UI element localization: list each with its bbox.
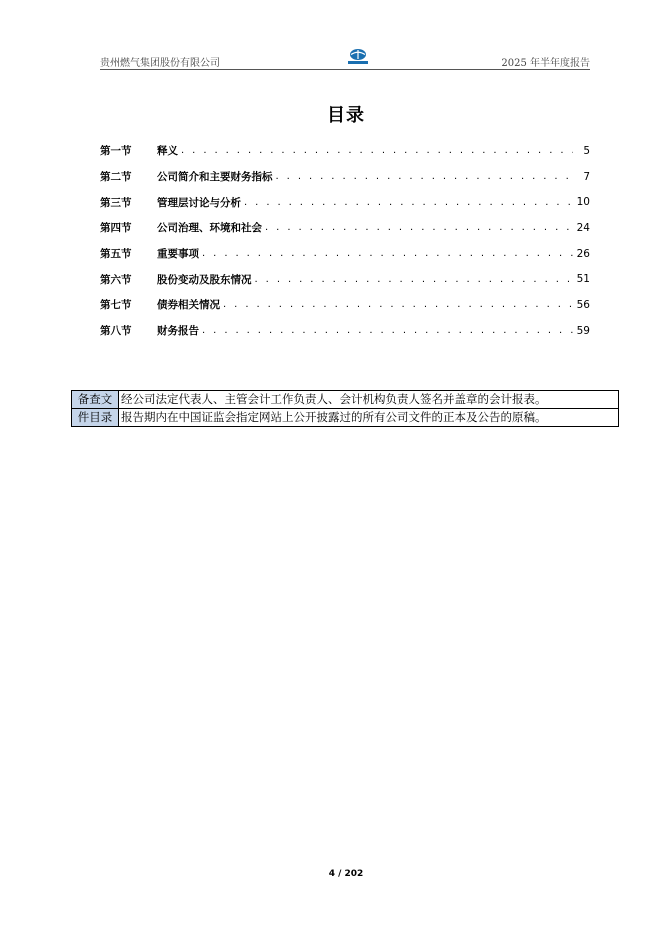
toc-entry[interactable] <box>100 164 590 190</box>
toc-section-name: 释义 <box>157 145 178 158</box>
toc-dot-leader <box>202 248 573 259</box>
header-report-title: 2025 年半年度报告 <box>501 58 590 69</box>
toc-page-number: 59 <box>576 324 590 337</box>
toc-section-number: 第二节 <box>100 171 132 184</box>
reference-label-line2: 件目录 <box>72 409 119 427</box>
page-number: 4 / 202 <box>328 869 364 879</box>
reference-label-line1: 备查文 <box>72 391 119 409</box>
page-header <box>100 50 590 70</box>
toc-dot-leader <box>276 171 574 182</box>
toc-section-name: 公司简介和主要财务指标 <box>157 171 273 184</box>
toc-title: 目录 <box>327 105 365 126</box>
toc-page-number: 56 <box>576 298 590 311</box>
toc-section-name: 财务报告 <box>157 325 199 338</box>
toc-section-name: 重要事项 <box>157 248 199 261</box>
toc-section-number: 第六节 <box>100 273 132 286</box>
table-of-contents <box>100 138 590 344</box>
toc-entry[interactable] <box>100 292 590 318</box>
toc-section-number: 第一节 <box>100 145 132 158</box>
toc-section-name: 股份变动及股东情况 <box>157 273 252 286</box>
toc-section-name: 债券相关情况 <box>157 299 220 312</box>
toc-dot-leader <box>202 325 573 336</box>
toc-page-number: 26 <box>576 247 590 260</box>
toc-page-number: 24 <box>576 221 590 234</box>
toc-section-number: 第七节 <box>100 299 132 312</box>
toc-dot-leader <box>244 197 573 208</box>
toc-page-number: 7 <box>583 170 590 183</box>
toc-dot-leader <box>223 299 573 310</box>
header-company-name: 贵州燃气集团股份有限公司 <box>100 58 220 69</box>
toc-entry[interactable] <box>100 318 590 344</box>
toc-section-name: 管理层讨论与分析 <box>157 196 241 209</box>
toc-section-number: 第八节 <box>100 325 132 338</box>
toc-dot-leader <box>255 274 574 285</box>
reference-documents-table <box>71 390 619 427</box>
toc-dot-leader <box>181 145 573 156</box>
gas-company-logo-icon <box>346 48 370 66</box>
table-row <box>72 391 619 409</box>
reference-item-2: 报告期内在中国证监会指定网站上公开披露过的所有公司文件的正本及公告的原稿。 <box>119 409 619 427</box>
table-row <box>72 409 619 427</box>
toc-page-number: 51 <box>576 273 590 286</box>
toc-section-number: 第五节 <box>100 248 132 261</box>
toc-entry[interactable] <box>100 241 590 267</box>
toc-entry[interactable] <box>100 138 590 164</box>
toc-page-number: 5 <box>583 144 590 157</box>
header-divider <box>100 69 590 70</box>
reference-item-1: 经公司法定代表人、主管会计工作负责人、会计机构负责人签名并盖章的会计报表。 <box>119 391 619 409</box>
toc-section-number: 第三节 <box>100 196 132 209</box>
toc-entry[interactable] <box>100 266 590 292</box>
toc-section-number: 第四节 <box>100 222 132 235</box>
toc-entry[interactable] <box>100 215 590 241</box>
toc-section-name: 公司治理、环境和社会 <box>157 222 262 235</box>
toc-entry[interactable] <box>100 189 590 215</box>
toc-page-number: 10 <box>576 196 590 209</box>
toc-dot-leader <box>265 222 573 233</box>
